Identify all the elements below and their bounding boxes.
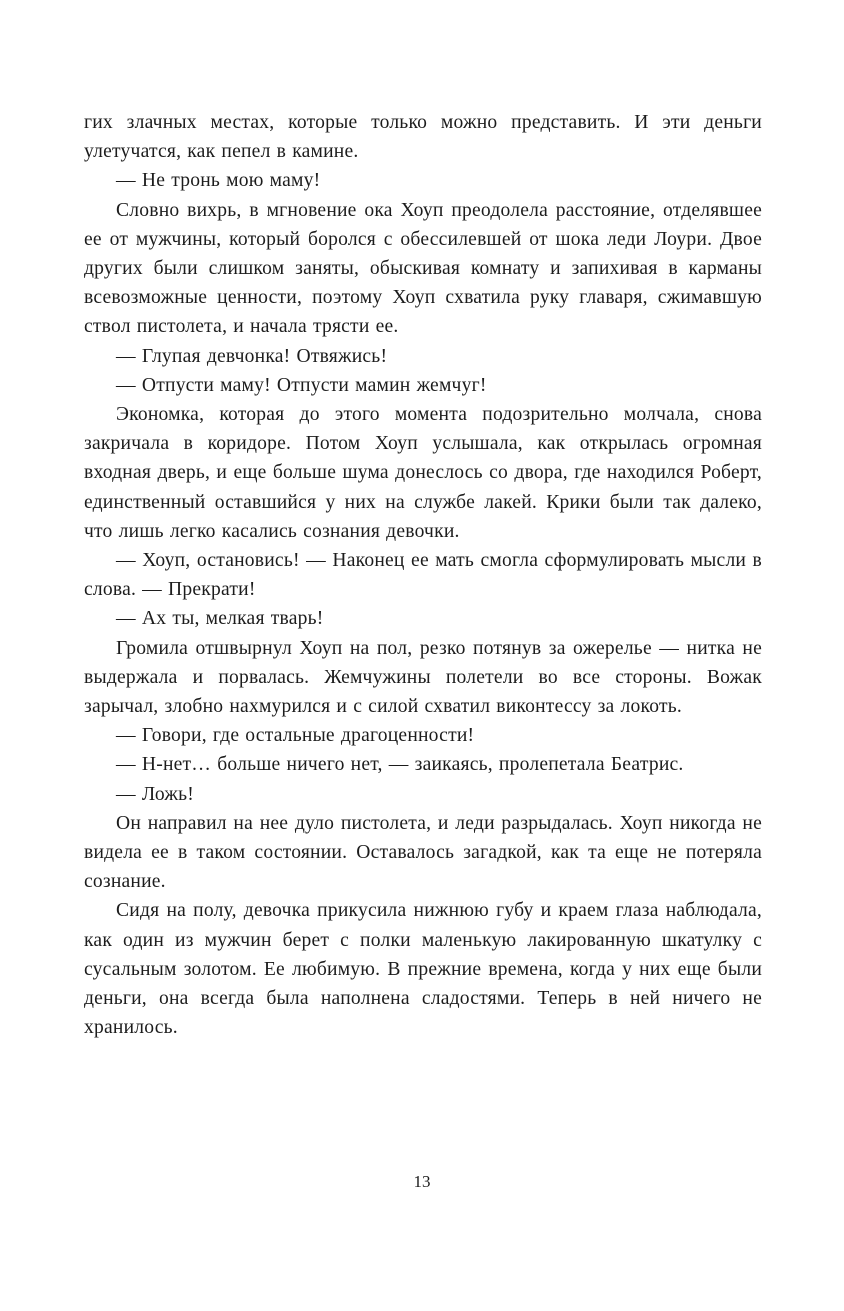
paragraph: — Глупая девчонка! Отвяжись! xyxy=(116,345,388,367)
paragraph: гих злачных местах, которые только можно представить. И эти деньги улетучатся, как пепел в камине. xyxy=(84,112,762,163)
paragraph: — Хоуп, остановись! — Наконец ее мать смогла сформулировать мысли в слова. — Прекрати! xyxy=(84,550,762,601)
page-number: 13 xyxy=(413,1172,431,1191)
paragraph: Сидя на полу, девочка прикусила нижнюю губу и краем глаза наблюдала, как один из мужчин берет с полки маленькую лакированную шкатулку с сусальным золотом. Ее любимую. В прежние времена, когда у них еще были деньги, она всегда была наполнена сладостями. Теперь в ней ничего не хранилось. xyxy=(84,900,762,1039)
paragraph: Он направил на нее дуло пистолета, и леди разрыдалась. Хоуп никогда не видела ее в таком состоянии. Оставалось загадкой, как та еще не потеряла сознание. xyxy=(84,812,762,893)
paragraph: — Говори, где остальные драгоценности! xyxy=(116,725,475,747)
paragraph: Громила отшвырнул Хоуп на пол, резко потянув за ожерелье — нитка не выдержала и порвалась. Жемчужины полетели во все стороны. Вожак зарычал, злобно нахмурился и с силой схватил виконтессу за локоть. xyxy=(84,637,762,718)
paragraph: — Ах ты, мелкая тварь! xyxy=(116,608,324,630)
paragraph: — Отпусти маму! Отпусти мамин жемчуг! xyxy=(116,374,487,396)
paragraph: Экономка, которая до этого момента подозрительно молчала, снова закричала в коридоре. Потом Хоуп услышала, как открылась огромная входная дверь, и еще больше шума донеслось со двора, где находился Роберт, единственный оставшийся у них на службе лакей. Крики были так далеко, что лишь легко касались сознания девочки. xyxy=(84,404,762,542)
paragraph: — Ложь! xyxy=(116,783,195,805)
paragraph: — Не тронь мою маму! xyxy=(116,170,321,192)
body-text xyxy=(84,108,762,1043)
paragraph: Словно вихрь, в мгновение ока Хоуп преодолела расстояние, отделявшее ее от мужчины, который боролся с обессилевшей от шока леди Лоури. Двое других были слишком заняты, обыскивая комнату и запихивая в карманы всевозможные ценности, поэтому Хоуп схватила руку главаря, сжимавшую ствол пистолета, и начала трясти ее. xyxy=(84,199,762,338)
paragraph: — Н-нет… больше ничего нет, — заикаясь, пролепетала Беатрис. xyxy=(116,754,684,776)
